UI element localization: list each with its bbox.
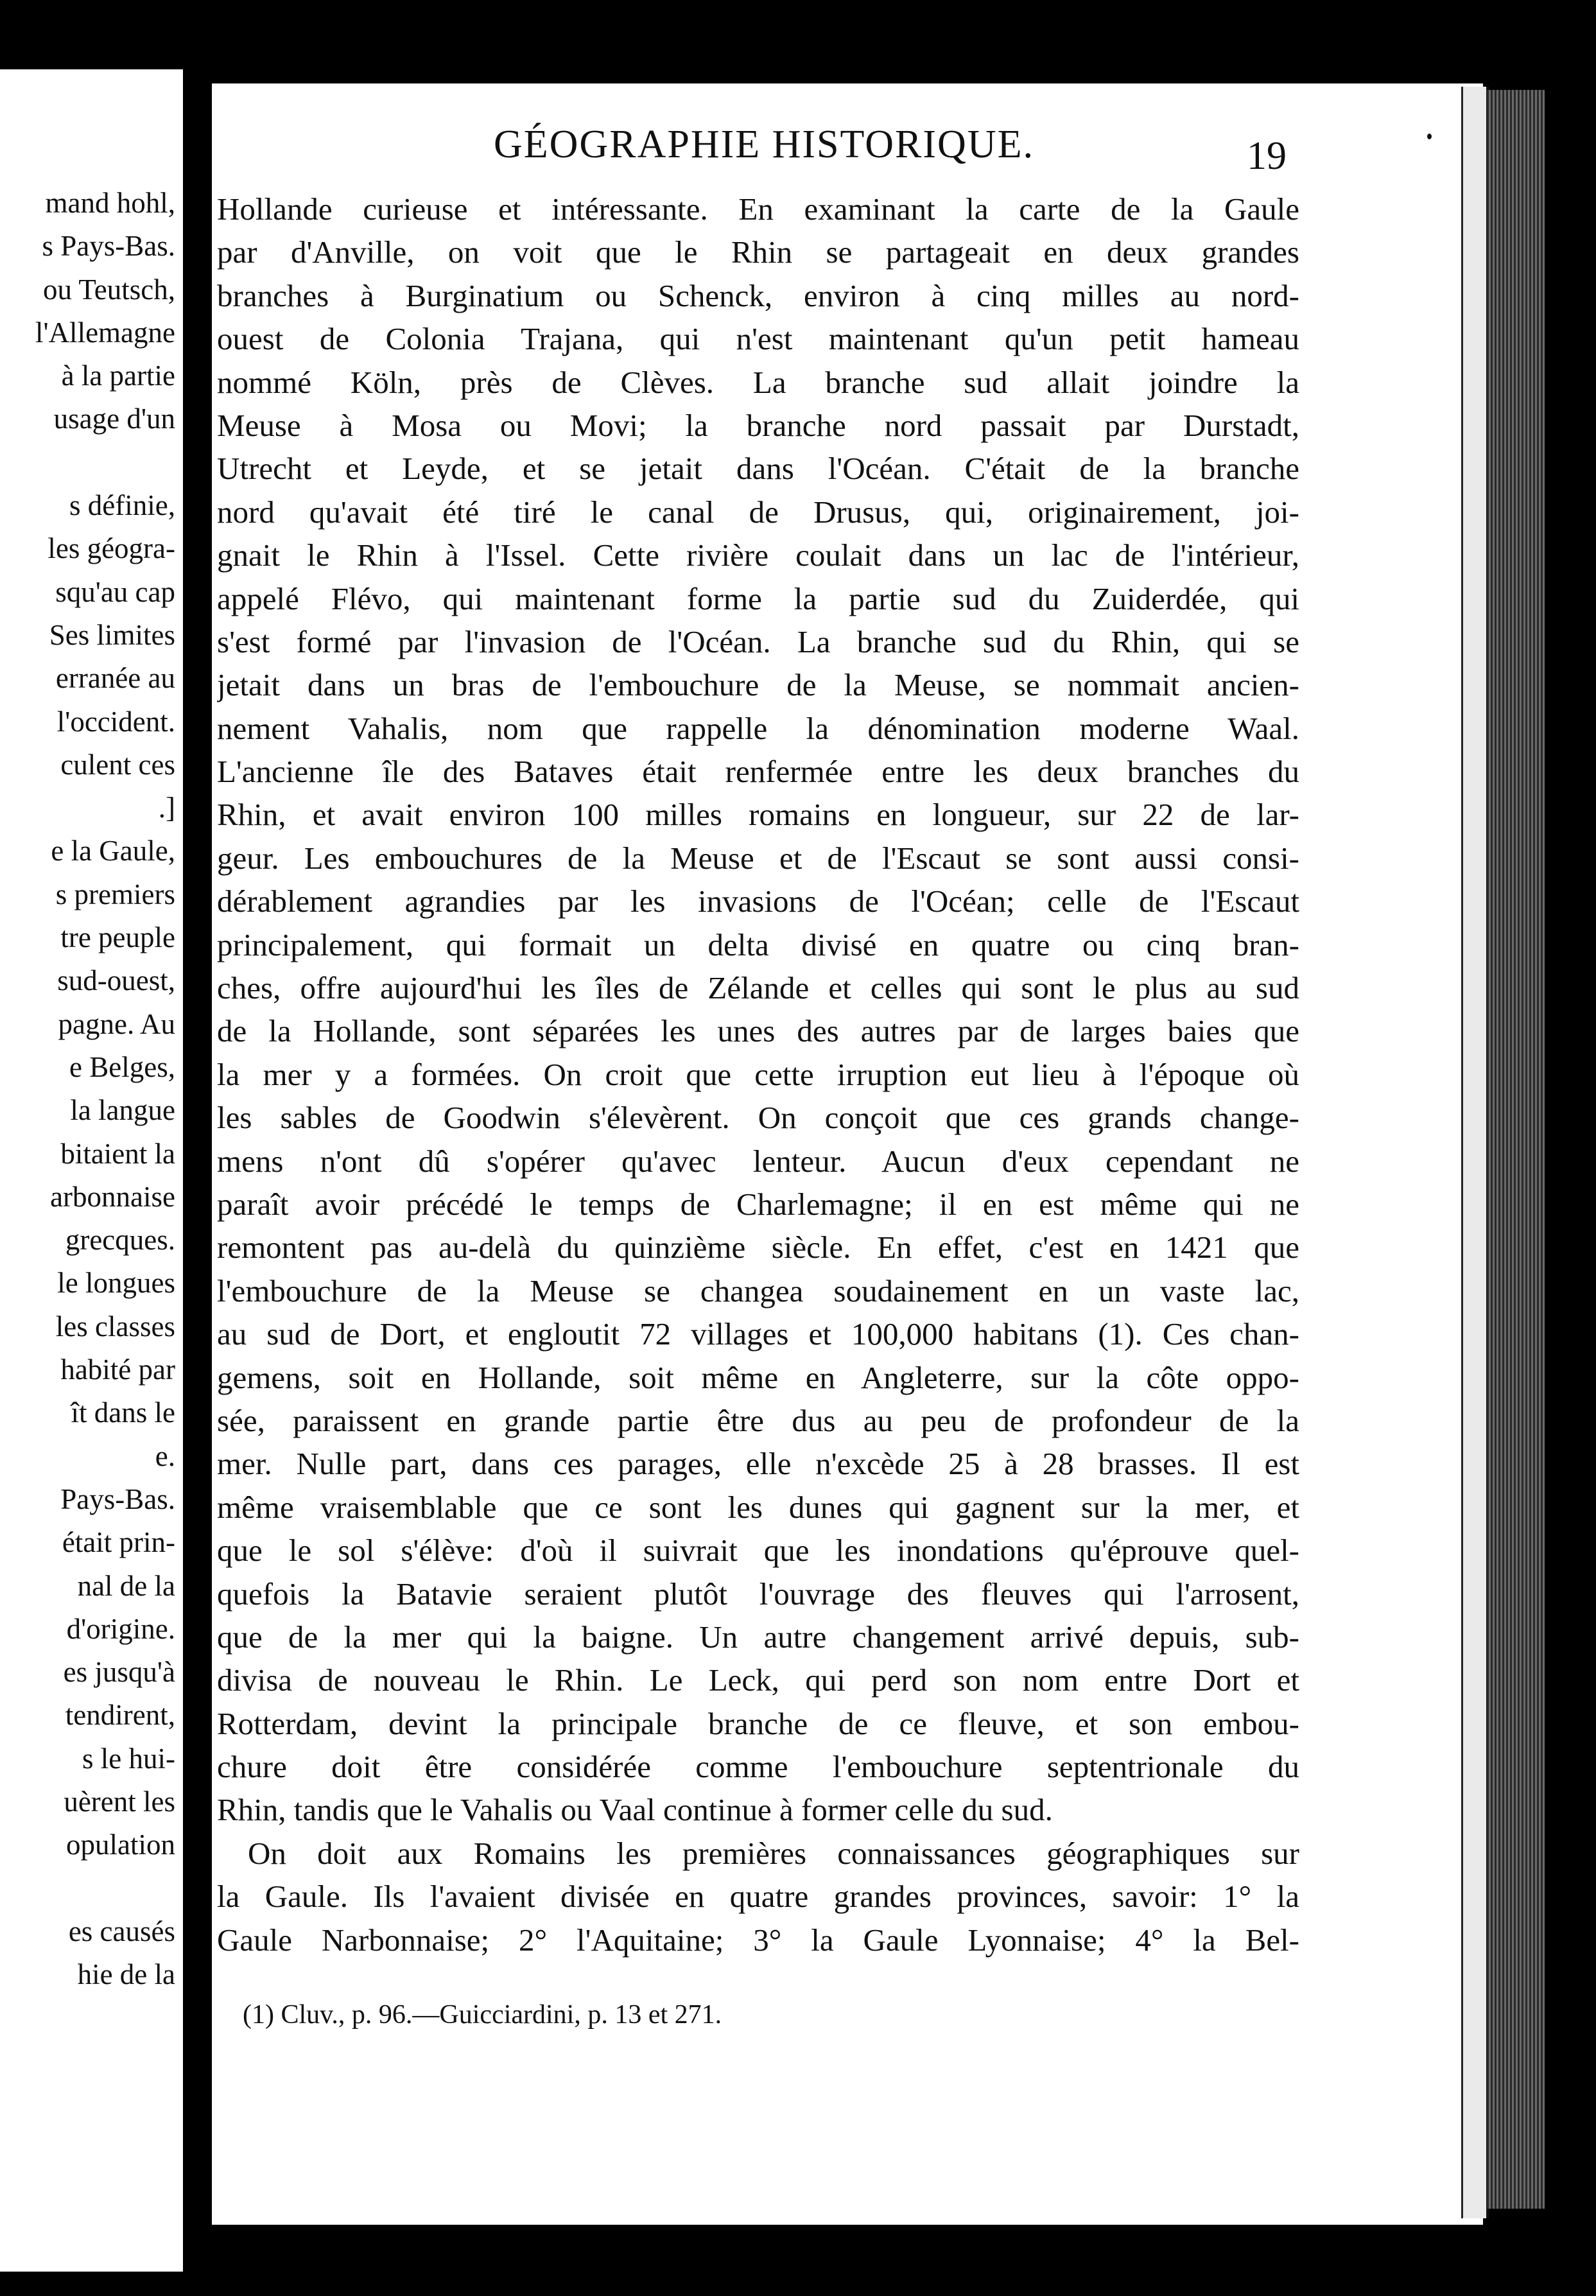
page-number: 19 — [1247, 134, 1287, 178]
previous-page-line: opulation — [66, 1829, 175, 1861]
text-line: au sud de Dort, et engloutit 72 villages et 100,000 habitans (1). Ces chan- — [217, 1316, 1299, 1352]
text-line: Gaule Narbonnaise; 2° l'Aquitaine; 3° la Gaule Lyonnaise; 4° la Bel- — [217, 1922, 1299, 1958]
previous-page-line — [2, 1867, 175, 1910]
text-line: Rhin, tandis que le Vahalis ou Vaal continue à former celle du sud. — [217, 1792, 1053, 1828]
text-line: geur. Les embouchures de la Meuse et de l'Escaut se sont aussi consi- — [217, 840, 1299, 876]
previous-page-line: uèrent les — [64, 1785, 175, 1818]
text-line: L'ancienne île des Bataves était renfermée entre les deux branches du — [217, 754, 1299, 790]
text-line: la Gaule. Ils l'avaient divisée en quatre grandes provinces, savoir: 1° la — [217, 1879, 1299, 1915]
page-edge — [1461, 87, 1489, 2218]
running-title: GÉOGRAPHIE HISTORIQUE. — [494, 123, 1034, 166]
previous-page-line: .] — [158, 792, 175, 824]
text-line: Hollande curieuse et intéressante. En examinant la carte de la Gaule — [217, 191, 1299, 227]
previous-page-line: s le hui- — [82, 1742, 175, 1775]
text-line: mens n'ont dû s'opérer qu'avec lenteur. Aucun d'eux cependant ne — [217, 1143, 1299, 1179]
previous-page-line: hie de la — [77, 1958, 175, 1991]
text-line: les sables de Goodwin s'élevèrent. On conçoit que ces grands change- — [217, 1100, 1299, 1136]
text-line: dérablement agrandies par les invasions de l'Océan; celle de l'Escaut — [217, 883, 1299, 919]
previous-page-line: s premiers — [55, 878, 175, 910]
text-line: que le sol s'élève: d'où il suivrait que les inondations qu'éprouve quel- — [217, 1533, 1299, 1569]
previous-page-line: nal de la — [77, 1569, 175, 1602]
text-line: mer. Nulle part, dans ces parages, elle n'excède 25 à 28 brasses. Il est — [217, 1446, 1299, 1482]
text-line: Rotterdam, devint la principale branche de ce fleuve, et son embou- — [217, 1705, 1299, 1741]
previous-page-line: était prin- — [62, 1526, 175, 1559]
previous-page-line: l'occident. — [56, 705, 175, 738]
previous-page-line: d'origine. — [66, 1612, 175, 1645]
previous-page-line: arbonnaise — [50, 1180, 175, 1213]
text-line: l'embouchure de la Meuse se changea soudainement en un vaste lac, — [217, 1273, 1299, 1309]
previous-page-line: usage d'un — [53, 403, 175, 435]
previous-page-line: le longues — [57, 1267, 175, 1300]
text-line: remontent pas au-delà du quinzième siècle. En effet, c'est en 1421 que — [217, 1230, 1299, 1265]
text-line: de la Hollande, sont séparées les unes des autres par de larges baies que — [217, 1013, 1299, 1049]
previous-page-line: ît dans le — [71, 1396, 175, 1429]
text-line: s'est formé par l'invasion de l'Océan. La branche sud du Rhin, qui se — [217, 623, 1299, 659]
body-text — [217, 187, 1299, 1961]
footnote: (1) Cluv., p. 96.—Guicciardini, p. 13 et 271. — [243, 2000, 722, 2030]
text-line: nement Vahalis, nom que rappelle la dénomination moderne Waal. — [217, 710, 1299, 746]
previous-page-line: es causés — [68, 1915, 175, 1947]
text-line: sée, paraissent en grande partie être dus au peu de profondeur de la — [217, 1402, 1299, 1438]
previous-page-line: s Pays-Bas. — [42, 230, 175, 263]
previous-page-line: e Belges, — [69, 1050, 175, 1083]
previous-page-line: es jusqu'à — [63, 1656, 175, 1689]
text-line: que de la mer qui la baigne. Un autre changement arrivé depuis, sub- — [217, 1619, 1299, 1655]
text-line: Meuse à Mosa ou Movi; la branche nord passait par Durstadt, — [217, 407, 1299, 443]
text-line: paraît avoir précédé le temps de Charlemagne; il en est même qui ne — [217, 1186, 1299, 1222]
previous-page-line: e la Gaule, — [51, 835, 175, 867]
text-line: ouest de Colonia Trajana, qui n'est maintenant qu'un petit hameau — [217, 321, 1299, 357]
text-line: la mer y a formées. On croit que cette irruption eut lieu à l'époque où — [217, 1056, 1299, 1092]
text-line: On doit aux Romains les premières connaissances géographiques sur — [248, 1835, 1299, 1871]
previous-page-line: tendirent, — [65, 1699, 175, 1732]
text-line: jetait dans un bras de l'embouchure de la Meuse, se nommait ancien- — [217, 667, 1299, 703]
previous-page-line: habité par — [60, 1353, 175, 1386]
text-line: par d'Anville, on voit que le Rhin se partageait en deux grandes — [217, 234, 1299, 270]
previous-page-strip — [0, 69, 183, 2272]
text-line: gnait le Rhin à l'Issel. Cette rivière coulait dans un lac de l'intérieur, — [217, 537, 1299, 573]
text-line: même vraisemblable que ce sont les dunes qui gagnent sur la mer, et — [217, 1489, 1299, 1525]
previous-page-line: tre peuple — [60, 921, 175, 954]
text-line: nord qu'avait été tiré le canal de Drusus, qui, originairement, joi- — [217, 494, 1299, 530]
previous-page-line: l'Allemagne — [35, 316, 175, 349]
ink-speck — [1427, 134, 1432, 139]
text-line: Utrecht et Leyde, et se jetait dans l'Océan. C'était de la branche — [217, 451, 1299, 487]
previous-page-line: erranée au — [55, 662, 175, 695]
previous-page-line: e. — [155, 1439, 175, 1472]
previous-page-line: les géogra- — [48, 532, 175, 565]
previous-page-line: mand hohl, — [45, 187, 175, 219]
previous-page-line: la langue — [70, 1094, 175, 1127]
previous-page-line: les classes — [55, 1310, 175, 1343]
previous-page-text — [2, 182, 175, 1996]
text-line: ches, offre aujourd'hui les îles de Zélande et celles qui sont le plus au sud — [217, 970, 1299, 1006]
book-fore-edge — [1487, 90, 1545, 2209]
previous-page-line: grecques. — [65, 1224, 175, 1257]
previous-page-line: Ses limites — [49, 618, 175, 651]
previous-page-line: s définie, — [69, 489, 175, 522]
text-line: divisa de nouveau le Rhin. Le Leck, qui perd son nom entre Dort et — [217, 1662, 1299, 1698]
previous-page-line: squ'au cap — [55, 575, 175, 608]
text-line: principalement, qui formait un delta divisé en quatre ou cinq bran- — [217, 926, 1299, 962]
previous-page-line: ou Teutsch, — [43, 273, 175, 306]
previous-page-line: à la partie — [61, 360, 175, 392]
previous-page-line — [2, 441, 175, 484]
text-line: chure doit être considérée comme l'embouchure septentrionale du — [217, 1749, 1299, 1785]
previous-page-line: sud-ouest, — [57, 964, 175, 997]
text-line: appelé Flévo, qui maintenant forme la partie sud du Zuiderdée, qui — [217, 580, 1299, 616]
previous-page-line: pagne. Au — [58, 1007, 175, 1040]
previous-page-line: bitaient la — [60, 1137, 175, 1170]
text-line: Rhin, et avait environ 100 milles romains en longueur, sur 22 de lar- — [217, 797, 1299, 833]
text-line: branches à Burginatium ou Schenck, environ à cinq milles au nord- — [217, 277, 1299, 313]
previous-page-line: culent ces — [60, 748, 175, 781]
text-line: nommé Köln, près de Clèves. La branche sud allait joindre la — [217, 364, 1299, 400]
text-line: quefois la Batavie seraient plutôt l'ouvrage des fleuves qui l'arrosent, — [217, 1576, 1299, 1612]
previous-page-line: Pays-Bas. — [60, 1483, 175, 1515]
text-line: gemens, soit en Hollande, soit même en Angleterre, sur la côte oppo- — [217, 1359, 1299, 1395]
